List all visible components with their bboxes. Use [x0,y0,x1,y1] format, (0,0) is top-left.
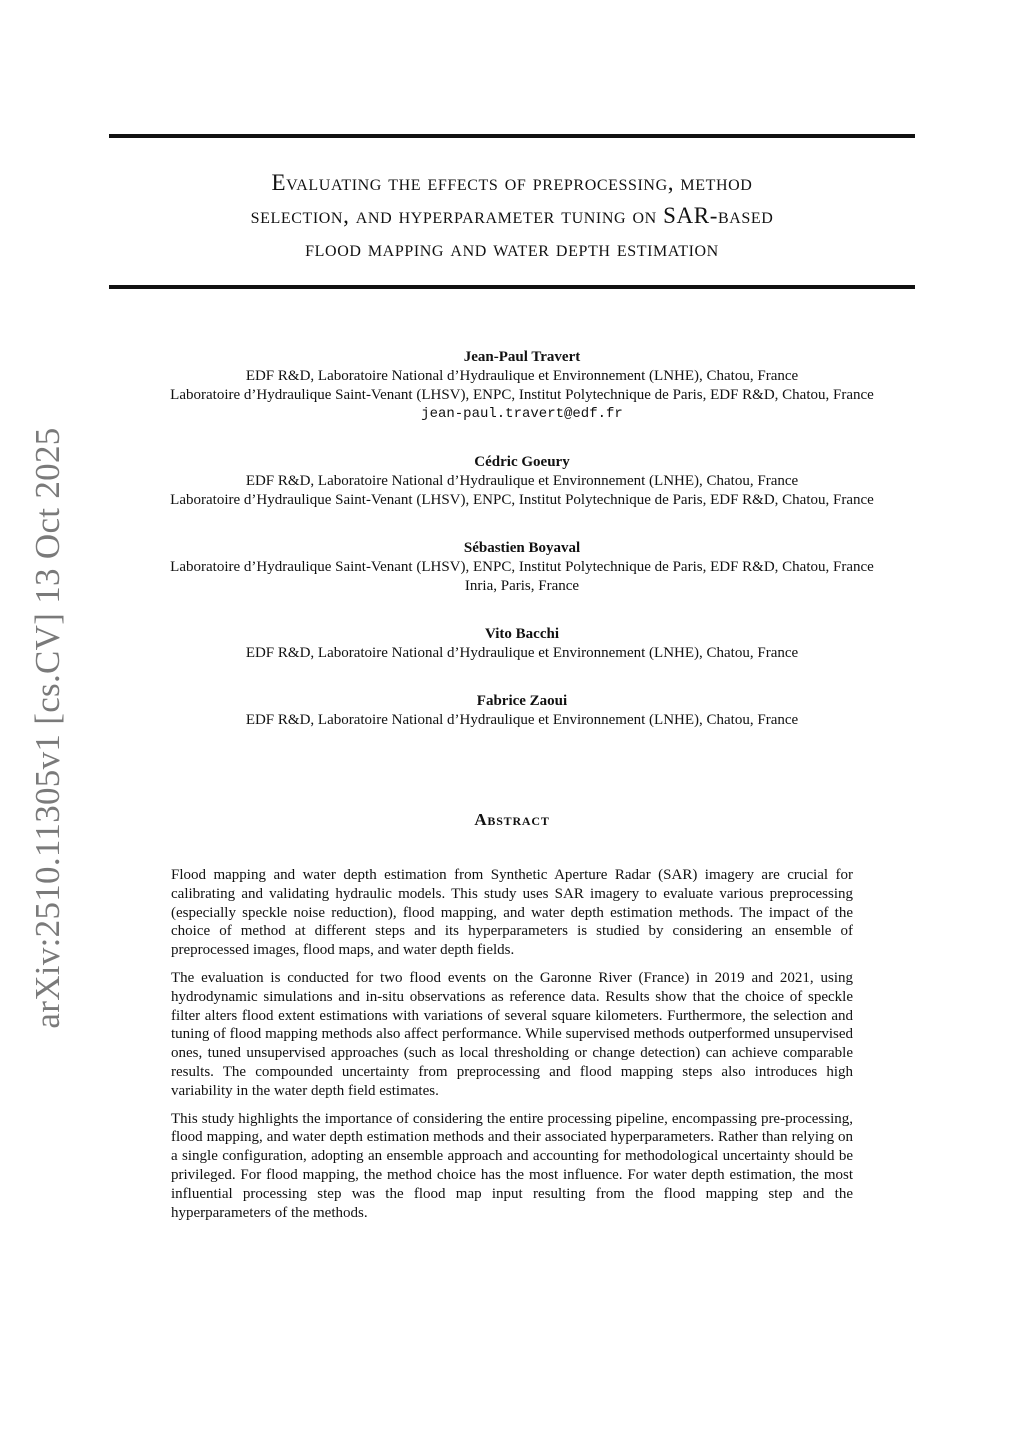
author-affiliation: EDF R&D, Laboratoire National d’Hydraulique et Environnement (LNHE), Chatou, France [245,645,799,661]
author-affiliation: Laboratoire d’Hydraulique Saint-Venant (LHSV), ENPC, Institut Polytechnique de Paris, EDF R&D, Chatou, France [170,387,874,403]
abstract-paragraph: Flood mapping and water depth estimation from Synthetic Aperture Radar (SAR) imagery are crucial for calibrating and validating hydraulic models. This study uses SAR imagery to evaluate various preprocessing (especially speckle noise reduction), flood mapping, and water depth estimation methods. The impact of the choice of method at different steps and its hyperparameters is studied by considering an ensemble of preprocessed images, flood maps, and water depth fields. [171,867,853,959]
author-affiliation: Laboratoire d’Hydraulique Saint-Venant (LHSV), ENPC, Institut Polytechnique de Paris, EDF R&D, Chatou, France [170,492,874,508]
abstract-paragraph: This study highlights the importance of considering the entire processing pipeline, encompassing pre-processing, flood mapping, and water depth estimation methods and their associated hyperparameters. Rather than relying on a single configuration, adopting an ensemble approach and accounting for methodological uncertainty should be privileged. For flood mapping, the method choice has the most influence. For water depth estimation, the most influential processing step was the flood map input resulting from the flood mapping step and the hyperparameters of the methods. [171,1110,853,1221]
author-affiliation: Laboratoire d’Hydraulique Saint-Venant (LHSV), ENPC, Institut Polytechnique de Paris, EDF R&D, Chatou, France [170,559,874,575]
author-block [90,539,954,596]
author-name: Fabrice Zaoui [476,693,568,709]
arxiv-identifier-stamp: arXiv:2510.11305v1 [cs.CV] 13 Oct 2025 [28,427,67,1029]
author-block [90,625,954,663]
author-block [90,692,954,730]
title-line: Evaluating the effects of preprocessing, method [271,170,753,195]
author-list [90,348,954,730]
author-name: Vito Bacchi [484,626,560,642]
author-name: Sébastien Boyaval [463,540,581,556]
title-line: selection, and hyperparameter tuning on SAR-based [250,203,774,228]
author-affiliation: EDF R&D, Laboratoire National d’Hydraulique et Environnement (LNHE), Chatou, France [245,473,799,489]
author-affiliation: Inria, Paris, France [464,578,580,594]
author-affiliation: EDF R&D, Laboratoire National d’Hydraulique et Environnement (LNHE), Chatou, France [245,368,799,384]
author-email[interactable]: jean-paul.travert@edf.fr [421,406,623,422]
abstract-body [171,866,853,1231]
author-name: Cédric Goeury [474,454,570,470]
author-block [90,348,954,424]
author-affiliation: EDF R&D, Laboratoire National d’Hydraulique et Environnement (LNHE), Chatou, France [245,712,799,728]
author-block [90,453,954,510]
title-top-rule [109,134,915,138]
author-name: Jean-Paul Travert [463,349,581,365]
abstract-heading: Abstract [474,810,550,829]
title-line: flood mapping and water depth estimation [305,236,719,261]
paper-title [109,166,915,265]
title-bottom-rule [109,285,915,289]
abstract-paragraph: The evaluation is conducted for two flood events on the Garonne River (France) in 2019 and 2021, using hydrodynamic simulations and in-situ observations as reference data. Results show that the choice of speckle filter alters flood extent estimations with variations of several square kilometers. Furthermore, the selection and tuning of flood mapping methods also affect performance. While supervised methods outperformed unsupervised ones, tuned unsupervised approaches (such as local thresholding or change detection) can achieve comparable results. The compounded uncertainty from preprocessing and flood mapping steps also introduces high variability in the water depth field estimates. [171,969,853,1099]
